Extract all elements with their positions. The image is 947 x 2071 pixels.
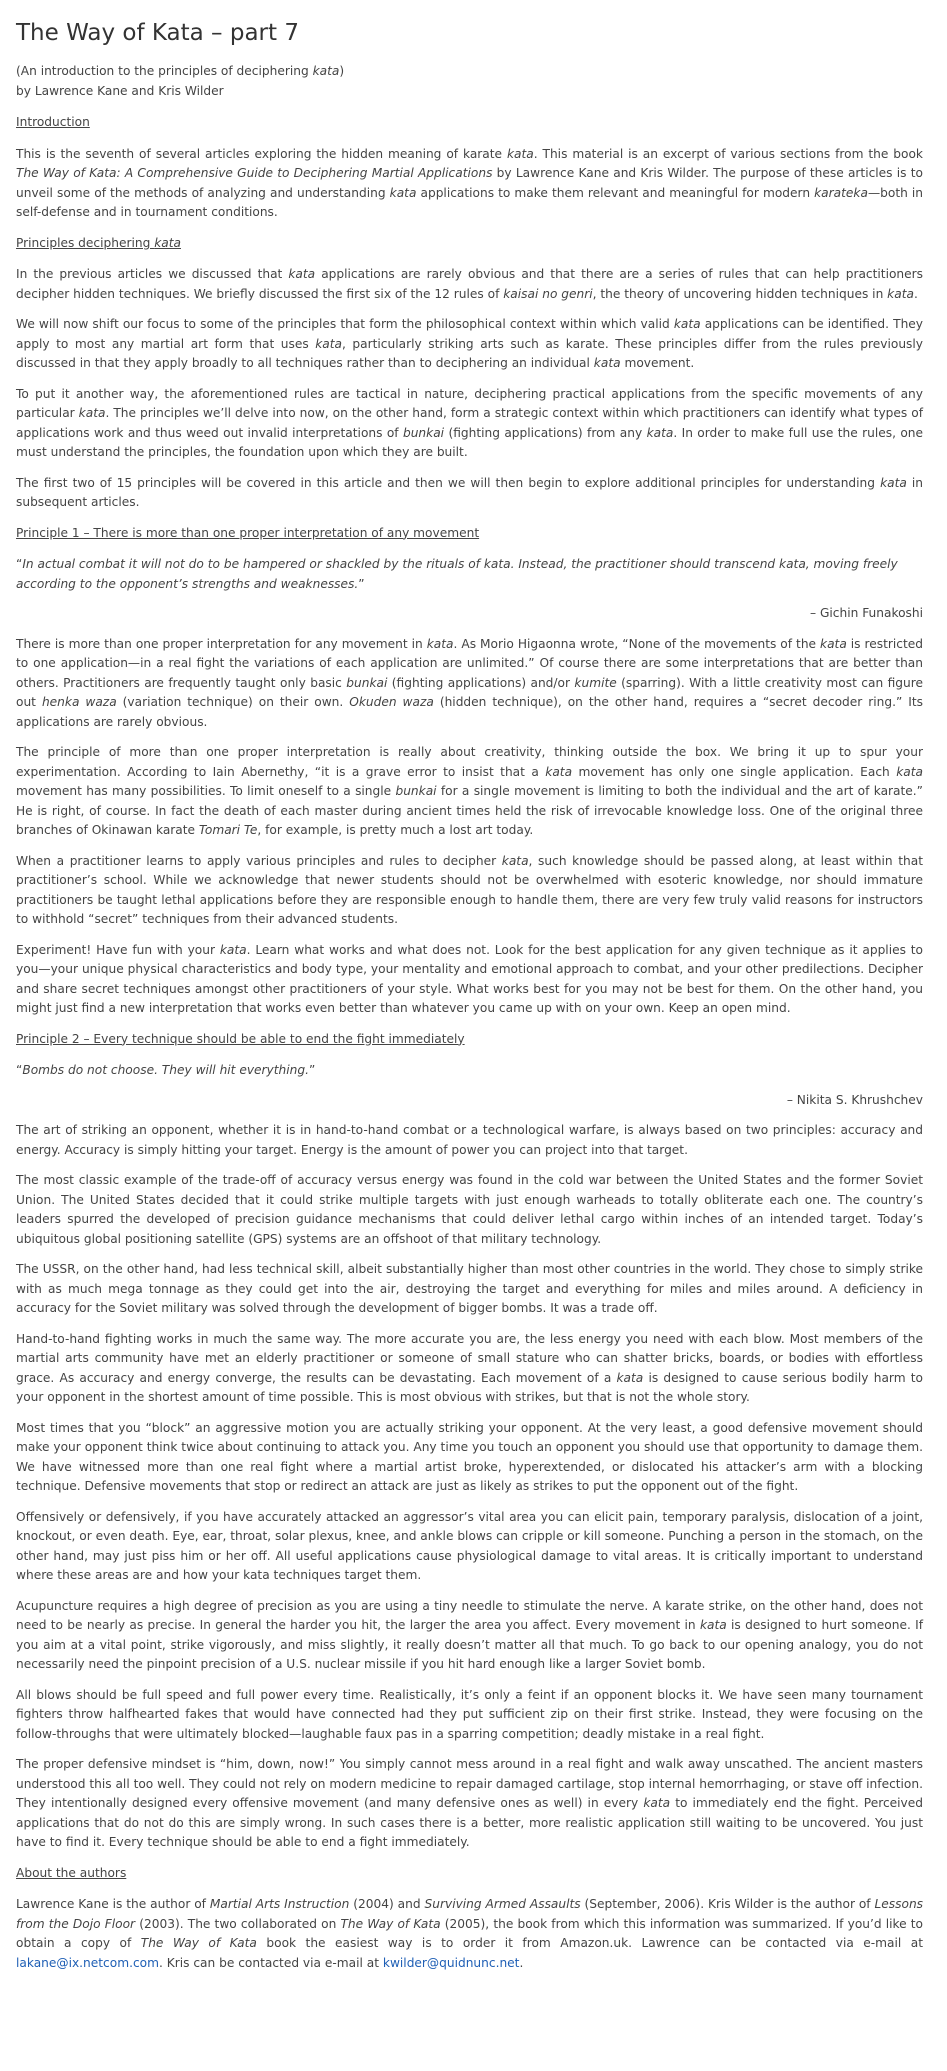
quote xyxy=(16,555,923,594)
text-run: Hand-to-hand fighting works in much the same way. The more accurate you are, the less energy you need with each blow. Most members of the martial arts community have met an elderly practitioner or someone of small stature who can shatter bricks, boards, or bodies with effortless grace. As accuracy and energy converge, the results can be devastating. Each movement of a xyxy=(16,1331,923,1385)
italic-text: kata xyxy=(699,1618,727,1632)
text-run: movement has many possibilities. To limit oneself to a single xyxy=(16,784,396,798)
text-run: The art of striking an opponent, whether it is in hand-to-hand combat or a technological warfare, is always based on two principles: accuracy and energy. Accuracy is simply hitting your target. Energy is the amount of power you can project into that target. xyxy=(16,1123,923,1157)
text-run: Offensively or defensively, if you have accurately attacked an aggressor’s vital area you can elicit pain, temporary paralysis, dislocation of a joint, knockout, or even death. Eye, ear, throat, solar plexus, knee, and ankle blows can cripple or kill someone. Punching a person in the stomach, on the other hand, may just piss him or her off. All useful applications cause physiological damage to vital areas. It is critically important to understand where these areas are and how your kata techniques target them. xyxy=(16,1509,923,1582)
paragraph xyxy=(16,743,923,841)
text-run: by Lawrence Kane and Kris Wilder. The purpose of these articles is to unveil some of the methods of analyzing and understanding xyxy=(16,166,923,200)
text-run: There is more than one proper interpretation for any movement in xyxy=(16,636,427,651)
text-run: – Nikita S. Khrushchev xyxy=(786,1092,923,1107)
italic-text: kata xyxy=(288,267,316,281)
text-run: ” xyxy=(358,576,365,591)
text-run: We will now shift our focus to some of the principles that form the philosophical context within which valid xyxy=(16,317,674,331)
italic-text: bunkai xyxy=(395,784,437,798)
text-run: The first two of 15 principles will be covered in this article and then we will then begin to explore additional principles for understanding xyxy=(16,475,881,490)
paragraph xyxy=(16,852,923,930)
italic-text: kata xyxy=(545,764,573,779)
text-run: in subsequent articles. xyxy=(16,475,923,509)
text-run: . Learn what works and what does not. Look for the best application for any given technique as it applies to you—your unique physical characteristics and body type, your mentality and emotional approach to combat, and your other predilections. Decipher and share secret techniques amongst other practitioners of your style. What works best for you may not be best for them. On the other hand, you might just find a new interpretation that works even better than whatever you came up with on your own. Keep an open mind. xyxy=(16,942,923,1015)
text-run: – Gichin Funakoshi xyxy=(809,606,923,620)
text-run: . Kris can be contacted via e-mail at xyxy=(158,1955,383,1970)
paragraph xyxy=(16,1260,923,1319)
text-run: The principle of more than one proper interpretation is really about creativity, thinking outside the box. We bring it up to spur your experimentation. According to Iain Abernethy, “it is a grave error to insist that a xyxy=(16,745,923,779)
heading-introduction xyxy=(16,113,923,133)
heading-principle-2 xyxy=(16,1030,923,1050)
paragraph xyxy=(16,1121,923,1160)
text-run: is designed to hurt someone. If you aim at a vital point, strike vigorously, and miss slightly, it really doesn’t matter all that much. To go back to our opening analogy, you do not necessarily need the pinpoint precision of a U.S. nuclear missile if you hit hard enough like a larger Soviet bomb. xyxy=(16,1618,924,1671)
italic-text: kata xyxy=(506,146,534,161)
italic-text: Martial Arts Instruction xyxy=(209,1897,350,1911)
text-run: (2005), the book from which this information was summarized. If you’d like to obtain a copy of xyxy=(16,1916,924,1950)
text-run: Introduction xyxy=(16,115,90,129)
text-run: The most classic example of the trade-off of accuracy versus energy was found in the cold war between the United States and the former Soviet Union. The United States decided that it could strike multiple targets with just enough warheads to totally obliterate each one. The country’s leaders spurred the developed of precision guidance mechanisms that could deliver lethal cargo within inches of an intended target. Today’s ubiquitous global positioning satellite (GPS) systems are an offshoot of that military technology. xyxy=(16,1173,923,1246)
heading-principle-1 xyxy=(16,524,923,544)
page-title: The Way of Kata – part 7 xyxy=(16,20,299,46)
italic-text: kata xyxy=(312,64,340,78)
text-run: Principle 1 – There is more than one proper interpretation of any movement xyxy=(16,525,480,540)
paragraph xyxy=(16,1895,923,1973)
paragraph xyxy=(16,265,923,304)
italic-text: kata xyxy=(501,853,529,868)
text-run: . xyxy=(519,1955,524,1970)
italic-text: henka waza xyxy=(41,695,117,709)
text-run: All blows should be full speed and full power every time. Realistically, it’s only a feint if an opponent blocks it. We have seen many tournament fighters throw halfhearted fakes that would have connected had they put sufficient zip on their first strike. Instead, they were focusing on the follow-throughs that were ultimately blocked—laughable faux pas in a sparring competition; deadly mistake in a real fight. xyxy=(16,1687,923,1741)
text-run: “ xyxy=(16,1063,23,1077)
italic-text: kata xyxy=(593,356,621,370)
email-link-kris[interactable]: kwilder@quidnunc.net xyxy=(382,1955,520,1970)
text-run: , particularly striking arts such as karate. These principles differ from the rules previously discussed in that they apply broadly to all techniques rather than to deciphering an individual xyxy=(16,336,923,370)
italic-text: The Way of Kata xyxy=(140,1936,257,1950)
text-run: (sparring). With a little creativity most can figure out xyxy=(16,675,923,709)
text-run: Acupuncture requires a high degree of precision as you are using a tiny needle to stimulate the nerve. A karate strike, on the other hand, does not need to be nearly as precise. In general the harder you hit, the larger the area you affect. Every movement in xyxy=(16,1598,923,1632)
italic-text: Bombs do not choose. They will hit everything. xyxy=(22,1063,309,1077)
text-run: book the easiest way is to order it from Amazon.uk. Lawrence can be contacted via e-mail at xyxy=(256,1936,923,1950)
italic-text: kata xyxy=(78,406,106,420)
paragraph xyxy=(16,941,923,1019)
text-run: (fighting applications) and/or xyxy=(387,675,575,690)
italic-text: kata xyxy=(643,1796,671,1810)
text-run: (fighting applications) from any xyxy=(444,425,647,440)
text-run: , such knowledge should be passed along, at least within that practitioner’s school. While we acknowledge that newer students should not be overwhelmed with esoteric knowledge, nor should immature practitioners be taught lethal applications before they are responsible enough to handle them, there are very few truly valid reasons for instructors to withhold “secret” techniques from their advanced students. xyxy=(16,853,923,926)
italic-text: kata xyxy=(887,286,914,301)
text-run: (2004) and xyxy=(349,1897,425,1911)
text-run: —both in self-defense and in tournament conditions. xyxy=(16,185,923,219)
paragraph xyxy=(16,635,923,733)
text-run: (2003). The two collaborated on xyxy=(135,1916,341,1931)
text-run: applications are rarely obvious and that there are a series of rules that can help practitioners decipher hidden techniques. We briefly discussed the first six of the 12 rules of xyxy=(16,267,923,301)
text-run: , for example, is pretty much a lost art today. xyxy=(257,823,534,837)
paragraph xyxy=(16,1755,923,1853)
text-run: for a single movement is limiting to both the individual and the art of karate.” He is right, of course. In fact the death of each master during ancient times held the risk of irrevocable knowledge loss. One of the original three branches of Okinawan karate xyxy=(16,784,923,837)
paragraph xyxy=(16,474,923,513)
italic-text: kata xyxy=(154,235,181,250)
quote-attribution xyxy=(16,604,923,624)
text-run: . As Morio Higaonna wrote, “None of the movements of the xyxy=(453,636,821,651)
text-run: . This material is an excerpt of various sections from the book xyxy=(533,146,923,161)
text-run: , the theory of uncovering hidden techniques in xyxy=(592,286,888,301)
text-run: . xyxy=(913,286,918,301)
italic-text: kata xyxy=(219,942,247,957)
text-run: ” xyxy=(308,1063,316,1077)
italic-text: bunkai xyxy=(346,675,388,690)
heading-principles-deciphering-kata xyxy=(16,234,923,254)
paragraph xyxy=(16,1171,923,1249)
quote xyxy=(16,1061,923,1081)
text-run: Principle 2 – Every technique should be able to end the fight immediately xyxy=(16,1031,465,1046)
byline xyxy=(16,62,923,101)
italic-text: karateka xyxy=(814,185,868,200)
italic-text: kata xyxy=(616,1370,644,1385)
text-run: To put it another way, the aforementioned rules are tactical in nature, deciphering practical applications from the specific movements of any particular xyxy=(16,386,923,420)
text-run: “ xyxy=(16,557,23,571)
italic-text: Surviving Armed Assaults xyxy=(424,1897,581,1911)
text-run: movement has only one single application. Each xyxy=(572,764,897,779)
article-body xyxy=(16,113,923,1973)
italic-text: kaisai no genri xyxy=(503,286,593,301)
text-run: When a practitioner learns to apply various principles and rules to decipher xyxy=(16,853,502,868)
text-run: Principles deciphering xyxy=(16,235,155,250)
text-run: Lawrence Kane is the author of xyxy=(16,1897,210,1911)
italic-text: The Way of Kata xyxy=(340,1916,441,1931)
email-link-lawrence[interactable]: lakane@ix.netcom.com xyxy=(16,1955,159,1970)
text-run: In the previous articles we discussed that xyxy=(16,267,289,281)
text-run: Most times that you “block” an aggressive motion you are actually striking your opponent. At the very least, a good defensive movement should make your opponent think twice about continuing to attack you. Any time you touch an opponent you should use that opportunity to damage them. We have witnessed more than one real fight where a martial artist broke, hyperextended, or dislocated his attacker’s arm with a blocking technique. Defensive movements that stop or redirect an attack are just as likely as strikes to put the opponent out of the fight. xyxy=(16,1420,923,1493)
text-run: movement. xyxy=(620,356,695,370)
italic-text: bunkai xyxy=(402,425,445,440)
text-run: The proper defensive mindset is “him, down, now!” You simply cannot mess around in a real fight and walk away unscathed. The ancient masters understood this all too well. They could not rely on modern medicine to repair damaged cartilage, stop internal hemorrhaging, or stave off infection. They intentionally designed every offensive movement (and many defensive ones as well) in every xyxy=(16,1757,923,1810)
paragraph xyxy=(16,315,923,374)
quote-attribution xyxy=(16,1091,923,1111)
paragraph xyxy=(16,1330,923,1408)
italic-text: kata xyxy=(880,475,907,490)
text-run: by Lawrence Kane and Kris Wilder xyxy=(16,83,224,98)
text-run: applications can be identified. They apply to most any martial art form that uses xyxy=(16,317,924,351)
text-run: to immediately end the fight. Perceived applications that do not do this are simply wrong. In such cases there is a better, more realistic application still waiting to be uncovered. You just have to find it. Every technique should be able to end a fight immediately. xyxy=(16,1796,923,1849)
italic-text: In actual combat it will not do to be hampered or shackled by the rituals of kata. Instead, the practitioner should transcend kata, moving freely according to the opponent’s strengths and weaknesses. xyxy=(16,557,898,591)
paragraph xyxy=(16,1508,923,1586)
italic-text: kata xyxy=(820,636,847,651)
paragraph xyxy=(16,1597,923,1675)
italic-text: kata xyxy=(426,636,454,651)
italic-text: kata xyxy=(646,425,674,440)
italic-text: Okuden waza xyxy=(349,695,434,709)
text-run: The USSR, on the other hand, had less technical skill, albeit substantially higher than most other countries in the world. They chose to simply strike with as much mega tonnage as they could get into the air, destroying the target and everything for miles and miles around. A deficiency in accuracy for the Soviet military was solved through the development of bigger bombs. It was a trade off. xyxy=(16,1262,923,1315)
text-run: ) xyxy=(339,64,345,78)
text-run: This is the seventh of several articles exploring the hidden meaning of karate xyxy=(16,146,507,161)
text-run: is designed to cause serious bodily harm to your opponent in the shortest amount of time possible. This is most obvious with strikes, but that is not the whole story. xyxy=(16,1370,924,1404)
text-run: . In order to make full use the rules, one must understand the principles, the foundation upon which they are built. xyxy=(16,425,923,459)
italic-text: Tomari Te xyxy=(198,823,258,837)
text-run: is restricted to one application—in a real fight the variations of each application are unlimited.” Of course there are some interpretations that are better than others. Practitioners are frequently taught only basic xyxy=(16,636,923,690)
italic-text: kata xyxy=(673,317,701,331)
italic-text: kata xyxy=(389,185,417,200)
italic-text: kumite xyxy=(574,675,617,690)
text-run: About the authors xyxy=(16,1865,127,1880)
text-run: . The principles we’ll delve into now, on the other hand, form a strategic context within which practitioners can identify what types of applications work and thus weed out invalid interpretations of xyxy=(16,406,923,440)
text-run: (An introduction to the principles of deciphering xyxy=(16,64,313,78)
italic-text: kata xyxy=(896,764,923,779)
italic-text: The Way of Kata: A Comprehensive Guide to Deciphering Martial Applications xyxy=(16,166,493,180)
paragraph xyxy=(16,145,923,223)
text-run: applications to make them relevant and meaningful for modern xyxy=(416,185,815,200)
paragraph xyxy=(16,1419,923,1497)
text-run: Experiment! Have fun with your xyxy=(16,942,220,957)
italic-text: Lessons from the Dojo Floor xyxy=(16,1897,924,1931)
text-run: (September, 2006). Kris Wilder is the author of xyxy=(580,1897,875,1911)
text-run: (variation technique) on their own. xyxy=(116,695,350,709)
text-run: (hidden technique), on the other hand, requires a “secret decoder ring.” Its applications are rarely obvious. xyxy=(16,695,923,729)
heading-about-the-authors xyxy=(16,1864,923,1884)
italic-text: kata xyxy=(315,336,343,351)
paragraph xyxy=(16,1686,923,1745)
paragraph xyxy=(16,385,923,463)
